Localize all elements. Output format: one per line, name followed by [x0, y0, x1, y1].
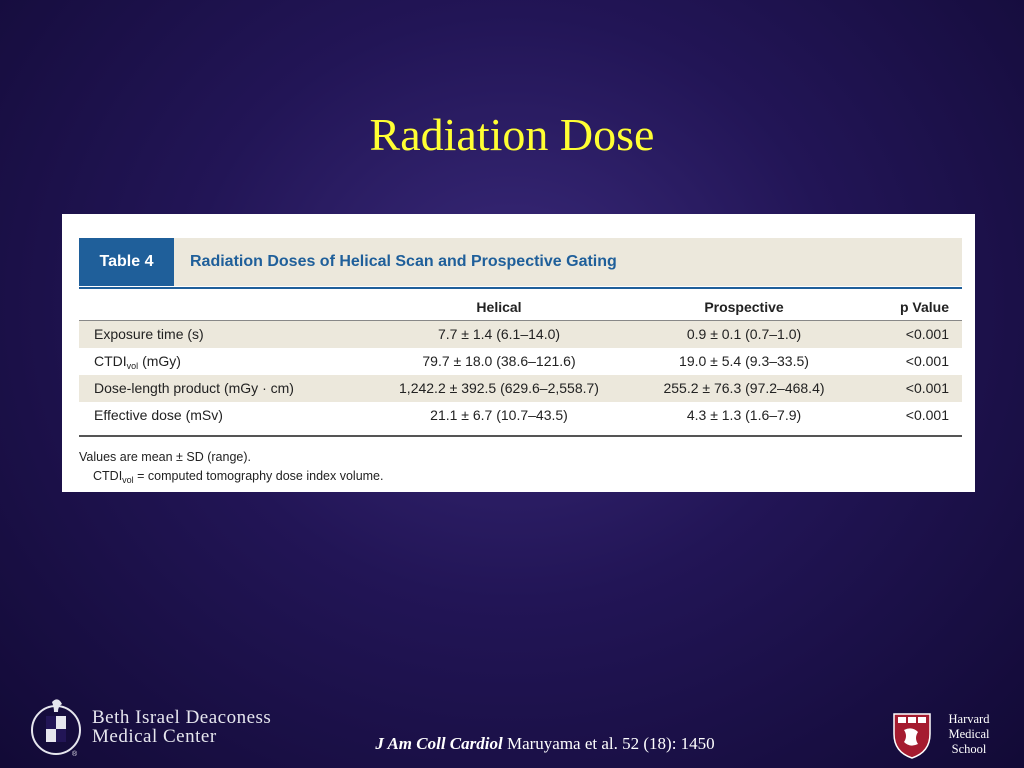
footnote-term: CTDI	[93, 469, 123, 483]
cell-p-value: <0.001	[905, 326, 949, 342]
table-row	[79, 402, 962, 429]
hms-name-line2: Medical	[948, 727, 990, 741]
footnote-term-subscript: vol	[122, 475, 134, 485]
row-label-subscript: vol	[126, 361, 139, 371]
cell-helical: 7.7 ± 1.4 (6.1–14.0)	[437, 326, 561, 342]
row-label-main: CTDI	[94, 353, 127, 369]
hms-name-line1: Harvard	[948, 712, 990, 726]
column-header-prospective: Prospective	[704, 299, 784, 315]
column-header-helical: Helical	[476, 299, 522, 315]
row-label-tail: (mGy)	[138, 353, 181, 369]
cell-prospective: 4.3 ± 1.3 (1.6–7.9)	[686, 407, 802, 423]
row-label: Exposure time (s)	[94, 326, 204, 342]
table-header	[79, 238, 962, 286]
table-row	[79, 321, 962, 348]
cell-helical: 21.1 ± 6.7 (10.7–43.5)	[430, 407, 568, 423]
table-row	[79, 348, 962, 375]
bidmc-name-line2: Medical Center	[92, 726, 217, 747]
cell-p-value: <0.001	[905, 380, 949, 396]
table-row	[79, 375, 962, 402]
footnote-definition: = computed tomography dose index volume.	[133, 469, 384, 483]
row-label	[94, 348, 181, 375]
citation-journal: J Am Coll Cardiol	[375, 734, 503, 753]
table-footnote-abbreviation	[93, 469, 384, 485]
table-footnote: Values are mean ± SD (range).	[79, 450, 251, 464]
row-label: Dose-length product (mGy · cm)	[94, 380, 294, 396]
hms-name	[946, 712, 992, 757]
citation	[0, 734, 1024, 754]
cell-p-value: <0.001	[905, 353, 949, 369]
table-panel	[62, 214, 975, 492]
table-number-badge: Table 4	[79, 238, 174, 286]
slide-title: Radiation Dose	[369, 109, 655, 160]
cell-prospective: 19.0 ± 5.4 (9.3–33.5)	[679, 353, 809, 369]
cell-helical: 1,242.2 ± 392.5 (629.6–2,558.7)	[399, 380, 599, 396]
harvard-shield-icon	[892, 712, 932, 760]
column-header-p-value: p Value	[899, 299, 949, 315]
cell-prospective: 255.2 ± 76.3 (97.2–468.4)	[663, 380, 825, 396]
hms-name-line3: School	[951, 742, 987, 756]
citation-details: Maruyama et al. 52 (18): 1450	[502, 734, 715, 753]
column-header-row	[79, 294, 962, 320]
table-caption: Radiation Doses of Helical Scan and Prospective Gating	[190, 253, 617, 270]
cell-prospective: 0.9 ± 0.1 (0.7–1.0)	[686, 326, 802, 342]
table-top-rule	[79, 287, 962, 289]
table-body	[79, 321, 962, 429]
cell-p-value: <0.001	[905, 407, 949, 423]
row-label: Effective dose (mSv)	[94, 407, 223, 423]
table-bottom-rule	[79, 435, 962, 437]
bidmc-name-line1: Beth Israel Deaconess	[92, 707, 272, 728]
cell-helical: 79.7 ± 18.0 (38.6–121.6)	[422, 353, 576, 369]
svg-text:®: ®	[72, 751, 78, 758]
harvard-medical-school-logo	[892, 712, 1002, 764]
